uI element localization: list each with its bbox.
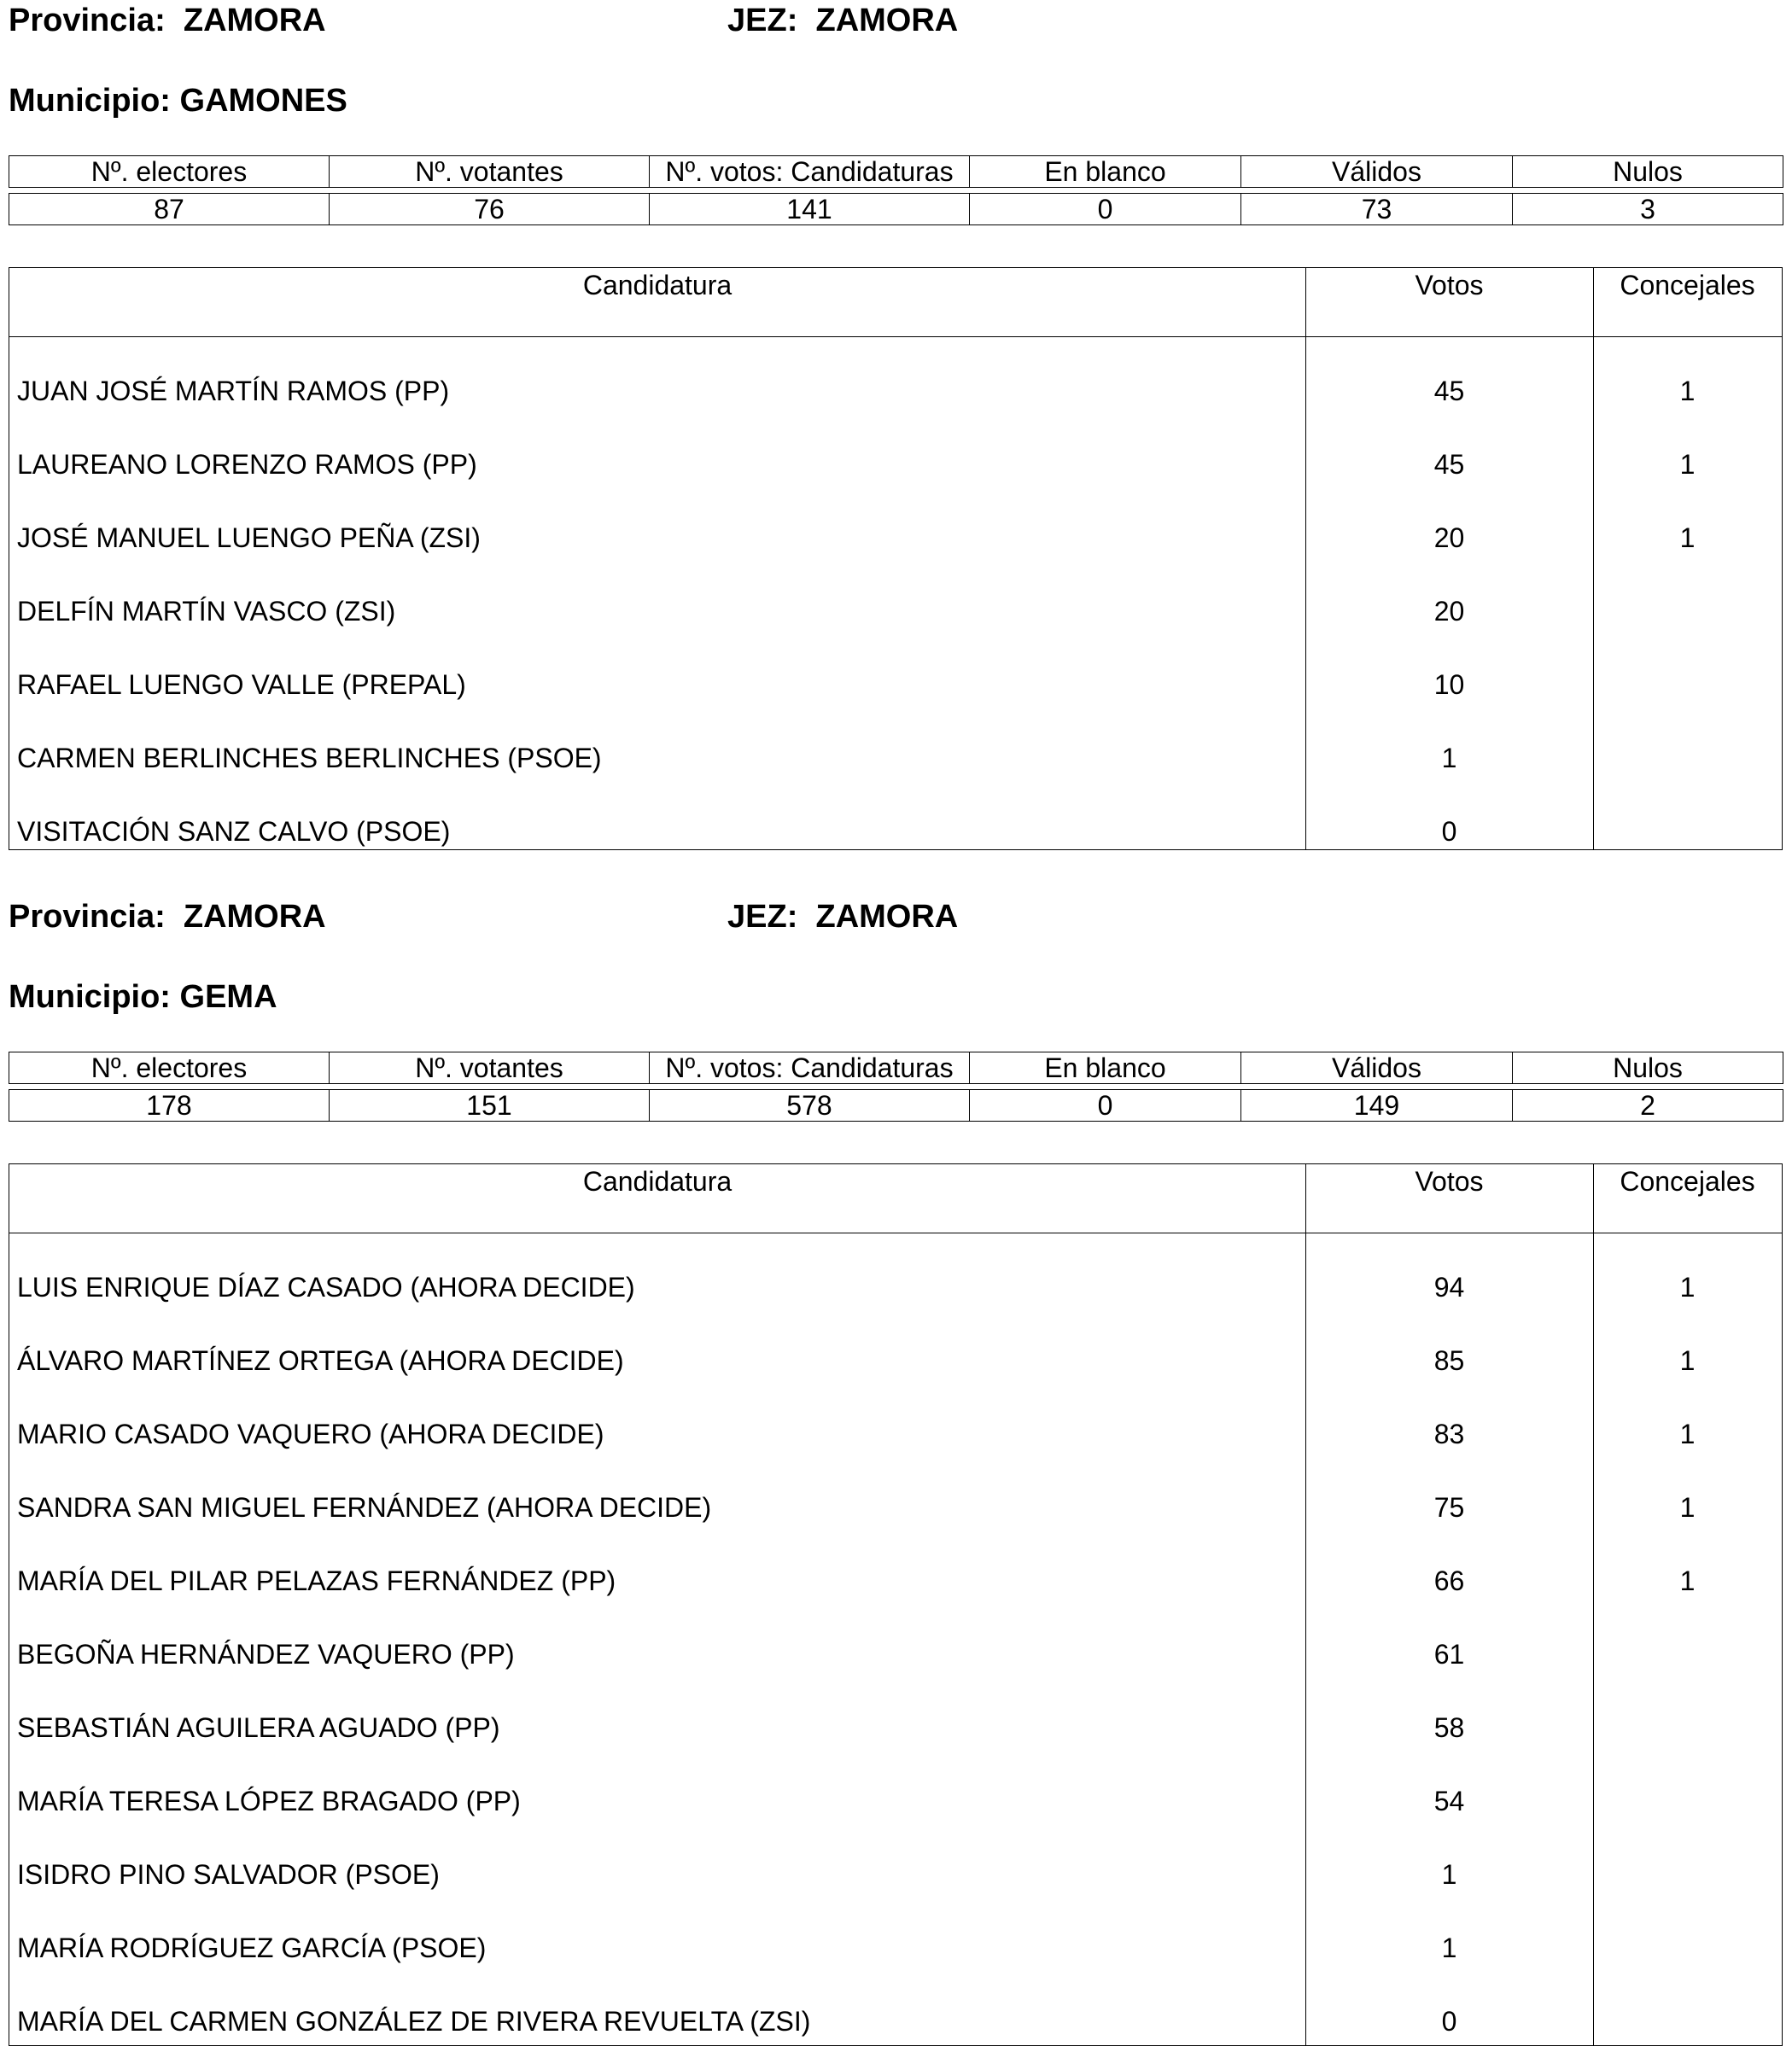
municipio-value: GEMA [179,979,277,1015]
provincia-label: Provincia: [9,899,166,935]
stats-header-en-blanco: En blanco [970,1052,1241,1084]
candidate-name: MARÍA TERESA LÓPEZ BRAGADO (PP) [17,1786,521,1816]
municipio-value: GAMONES [179,83,347,119]
stats-header-table [9,155,1783,188]
jez-label: JEZ: [727,899,798,935]
candidate-name: SEBASTIÁN AGUILERA AGUADO (PP) [17,1712,500,1743]
stats-value-en-blanco: 0 [970,1090,1241,1122]
candidate-row [9,795,1782,868]
municipio-label: Municipio: [9,83,171,119]
candidate-row [9,1691,1782,1764]
stats-values-table [9,1089,1783,1122]
stats-header-nulos: Nulos [1513,1052,1783,1084]
candidate-row [9,1324,1782,1397]
candidate-row [9,354,1782,428]
candidate-votes: 10 [1433,669,1465,700]
candidate-row [9,574,1782,648]
candidate-row [9,648,1782,721]
header-candidatura: Candidatura [582,1166,733,1197]
candidate-name: BEGOÑA HERNÁNDEZ VAQUERO (PP) [17,1639,515,1670]
jez-line [727,898,958,936]
candidate-row [9,1618,1782,1691]
provincia-line [9,2,326,39]
candidates-table [9,1163,1783,2046]
candidates-header [9,1164,1782,1233]
stats-header-votantes: Nº. votantes [330,1052,650,1084]
stats-header-electores: Nº. electores [9,1052,330,1084]
candidate-name: CARMEN BERLINCHES BERLINCHES (PSOE) [17,743,602,773]
candidate-row [9,1911,1782,1985]
candidate-row [9,1985,1782,2058]
stats-header-validos: Válidos [1241,156,1513,188]
candidate-concejales: 1 [1679,449,1696,480]
candidate-name: ÁLVARO MARTÍNEZ ORTEGA (AHORA DECIDE) [17,1345,624,1376]
stats-value-validos: 149 [1241,1090,1513,1122]
candidate-row [9,501,1782,574]
stats-header-electores: Nº. electores [9,156,330,188]
candidate-name: MARIO CASADO VAQUERO (AHORA DECIDE) [17,1419,604,1449]
candidate-votes: 1 [1441,743,1457,773]
candidate-name: MARÍA RODRÍGUEZ GARCÍA (PSOE) [17,1933,487,1963]
stats-value-electores: 87 [9,194,330,225]
candidate-votes: 83 [1433,1419,1465,1449]
candidate-concejales: 1 [1679,376,1696,406]
provincia-value: ZAMORA [183,3,326,38]
candidate-concejales: 1 [1679,1419,1696,1449]
candidate-row [9,1544,1782,1618]
candidate-votes: 1 [1441,1859,1457,1890]
jez-value: ZAMORA [815,3,959,38]
candidate-concejales: 1 [1679,522,1696,553]
candidate-row [9,1251,1782,1324]
header-candidatura: Candidatura [582,270,733,300]
candidate-name: DELFÍN MARTÍN VASCO (ZSI) [17,596,396,627]
header-votos: Votos [1415,270,1484,300]
stats-value-validos: 73 [1241,194,1513,225]
stats-header-votantes: Nº. votantes [330,156,650,188]
candidate-votes: 54 [1433,1786,1465,1816]
candidate-row [9,1764,1782,1838]
candidate-name: ISIDRO PINO SALVADOR (PSOE) [17,1859,440,1890]
candidate-concejales: 1 [1679,1272,1696,1303]
candidate-votes: 45 [1433,376,1465,406]
stats-header-votos-candidaturas: Nº. votos: Candidaturas [650,156,970,188]
candidate-row [9,1397,1782,1471]
candidate-votes: 85 [1433,1345,1465,1376]
stats-value-nulos: 2 [1513,1090,1783,1122]
candidate-name: JUAN JOSÉ MARTÍN RAMOS (PP) [17,376,450,406]
stats-value-votos-candidaturas: 141 [650,194,970,225]
candidate-votes: 1 [1441,1933,1457,1963]
candidate-votes: 20 [1433,596,1465,627]
candidates-table [9,267,1783,850]
candidate-name: JOSÉ MANUEL LUENGO PEÑA (ZSI) [17,522,481,553]
stats-header-votos-candidaturas: Nº. votos: Candidaturas [650,1052,970,1084]
stats-header-en-blanco: En blanco [970,156,1241,188]
candidate-votes: 75 [1433,1492,1465,1523]
jez-label: JEZ: [727,3,798,38]
municipio-line [9,82,347,120]
candidate-concejales: 1 [1679,1492,1696,1523]
candidates-rows [9,1233,1782,2058]
stats-value-votos-candidaturas: 578 [650,1090,970,1122]
candidate-votes: 94 [1433,1272,1465,1303]
candidate-name: MARÍA DEL PILAR PELAZAS FERNÁNDEZ (PP) [17,1565,616,1596]
candidate-name: SANDRA SAN MIGUEL FERNÁNDEZ (AHORA DECIDE) [17,1492,712,1523]
candidate-name: RAFAEL LUENGO VALLE (PREPAL) [17,669,466,700]
stats-value-votantes: 151 [330,1090,650,1122]
header-votos: Votos [1415,1166,1484,1197]
candidate-votes: 58 [1433,1712,1465,1743]
candidate-name: LUIS ENRIQUE DÍAZ CASADO (AHORA DECIDE) [17,1272,635,1303]
stats-value-nulos: 3 [1513,194,1783,225]
stats-value-en-blanco: 0 [970,194,1241,225]
candidate-votes: 66 [1433,1565,1465,1596]
candidate-votes: 45 [1433,449,1465,480]
provincia-line [9,898,326,936]
stats-value-votantes: 76 [330,194,650,225]
header-concejales: Concejales [1620,1166,1755,1197]
provincia-value: ZAMORA [183,899,326,935]
municipio-label: Municipio: [9,979,171,1015]
candidate-row [9,428,1782,501]
candidate-name: MARÍA DEL CARMEN GONZÁLEZ DE RIVERA REVUELTA (ZSI) [17,2006,811,2037]
stats-values-table [9,193,1783,225]
candidate-row [9,721,1782,795]
provincia-label: Provincia: [9,3,166,38]
jez-value: ZAMORA [815,899,959,935]
candidate-name: VISITACIÓN SANZ CALVO (PSOE) [17,816,451,847]
candidate-row [9,1838,1782,1911]
candidate-concejales: 1 [1679,1345,1696,1376]
candidate-row [9,1471,1782,1544]
stats-header-validos: Válidos [1241,1052,1513,1084]
stats-header-table [9,1052,1783,1084]
stats-value-electores: 178 [9,1090,330,1122]
candidates-header [9,268,1782,337]
candidate-votes: 61 [1433,1639,1465,1670]
stats-header-nulos: Nulos [1513,156,1783,188]
candidate-votes: 0 [1441,2006,1457,2037]
candidate-votes: 0 [1441,816,1457,847]
candidates-rows [9,337,1782,868]
candidate-votes: 20 [1433,522,1465,553]
candidate-concejales: 1 [1679,1565,1696,1596]
municipio-line [9,978,277,1016]
jez-line [727,2,958,39]
candidate-name: LAUREANO LORENZO RAMOS (PP) [17,449,477,480]
header-concejales: Concejales [1620,270,1755,300]
